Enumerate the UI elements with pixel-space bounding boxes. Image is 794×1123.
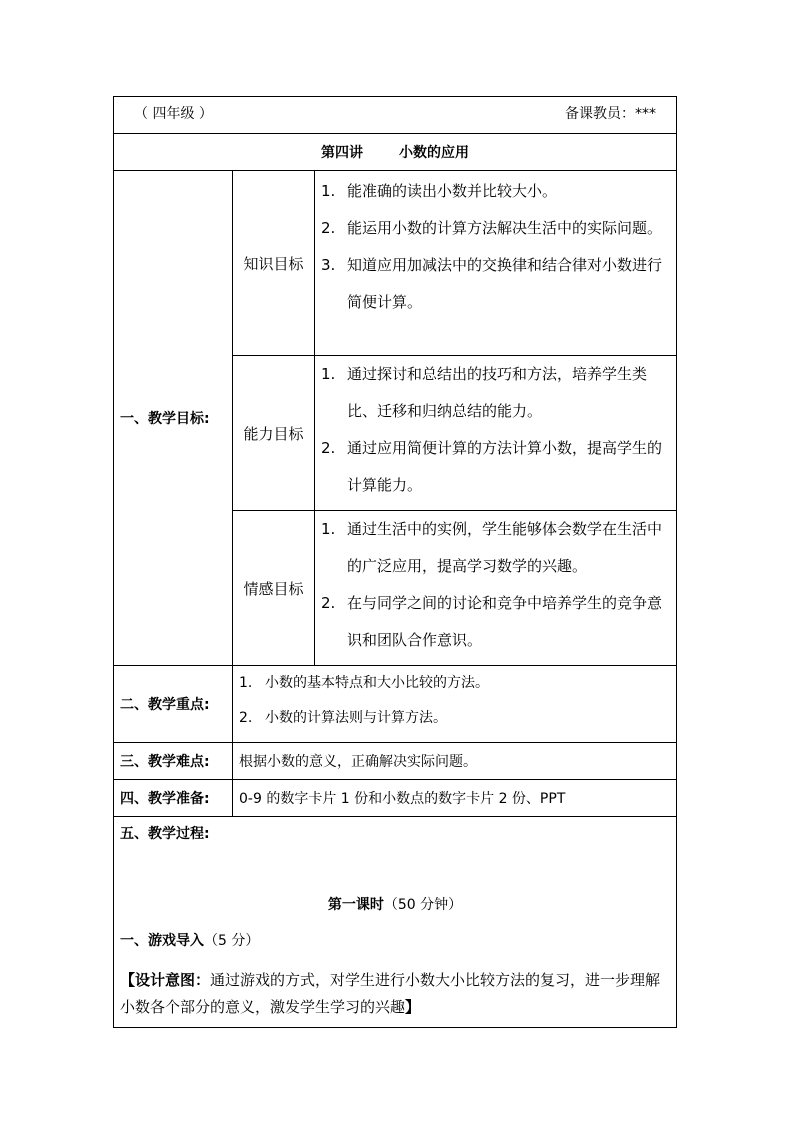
knowledge-goal-label: 知识目标 [233,171,315,356]
goals-label: 一、教学目标: [114,171,233,666]
intent-close: 】 [405,998,421,1016]
lesson-title-row [114,134,677,171]
game-duration: （5 分） [204,933,260,949]
emotion-goal-list [315,511,677,666]
list-item: 1. 小数的基本特点和大小比较的方法。 [239,675,489,691]
lesson-heading [114,894,676,914]
preparation-text: 0-9 的数字卡片 1 份和小数点的数字卡片 2 份、PPT [233,780,677,817]
lesson-duration: （50 分钟） [383,897,463,913]
lesson-title: 第一课时 [327,897,384,913]
list-item: 2. 小数的计算法则与计算方法。 [239,710,447,726]
lecture-number: 第四讲 [321,145,363,161]
emotion-goal-label: 情感目标 [233,511,315,666]
list-item: 2. 通过应用简便计算的方法计算小数，提高学生的计算能力。 [321,439,663,494]
knowledge-goal-list [315,171,677,356]
header-row [114,97,677,134]
lecture-topic: 小数的应用 [399,145,469,161]
list-item: 1. 能准确的读出小数并比较大小。 [321,182,558,200]
intent-body: 通过游戏的方式，对学生进行小数大小比较方法的复习，进一步理解小数各个部分的意义，激发学生学习的兴趣 [120,971,661,1016]
list-item: 3. 知道应用加减法中的交换律和结合律对小数进行简便计算。 [321,256,663,311]
list-item: 1. 通过生活中的实例，学生能够体会数学在生活中的广泛应用，提高学习数学的兴趣。 [321,520,663,575]
lesson-plan [113,96,676,1028]
list-item: 2. 在与同学之间的讨论和竞争中培养学生的竞争意识和团队合作意识。 [321,594,663,649]
ability-goal-list [315,356,677,511]
game-title: 一、游戏导入 [120,933,204,949]
game-heading [120,930,259,950]
list-item: 2. 能运用小数的计算方法解决生活中的实际问题。 [321,219,663,237]
process-section [114,817,677,1028]
process-label: 五、教学过程: [120,826,210,842]
lesson-plan-table [113,96,677,1028]
key-points-list [233,666,677,743]
preparation-label: 四、教学准备: [114,780,233,817]
difficulties-label: 三、教学难点: [114,743,233,780]
ability-goal-label: 能力目标 [233,356,315,511]
teacher-label: 备课教员：*** [565,106,657,122]
difficulties-text: 根据小数的意义，正确解决实际问题。 [233,743,677,780]
list-item: 1. 通过探讨和总结出的技巧和方法，培养学生类比、迁移和归纳总结的能力。 [321,365,648,420]
design-intent [120,967,672,1021]
grade-label: （ 四年级 ） [134,106,213,122]
key-points-label: 二、教学重点: [114,666,233,743]
intent-open: 【设计意图： [120,971,211,989]
